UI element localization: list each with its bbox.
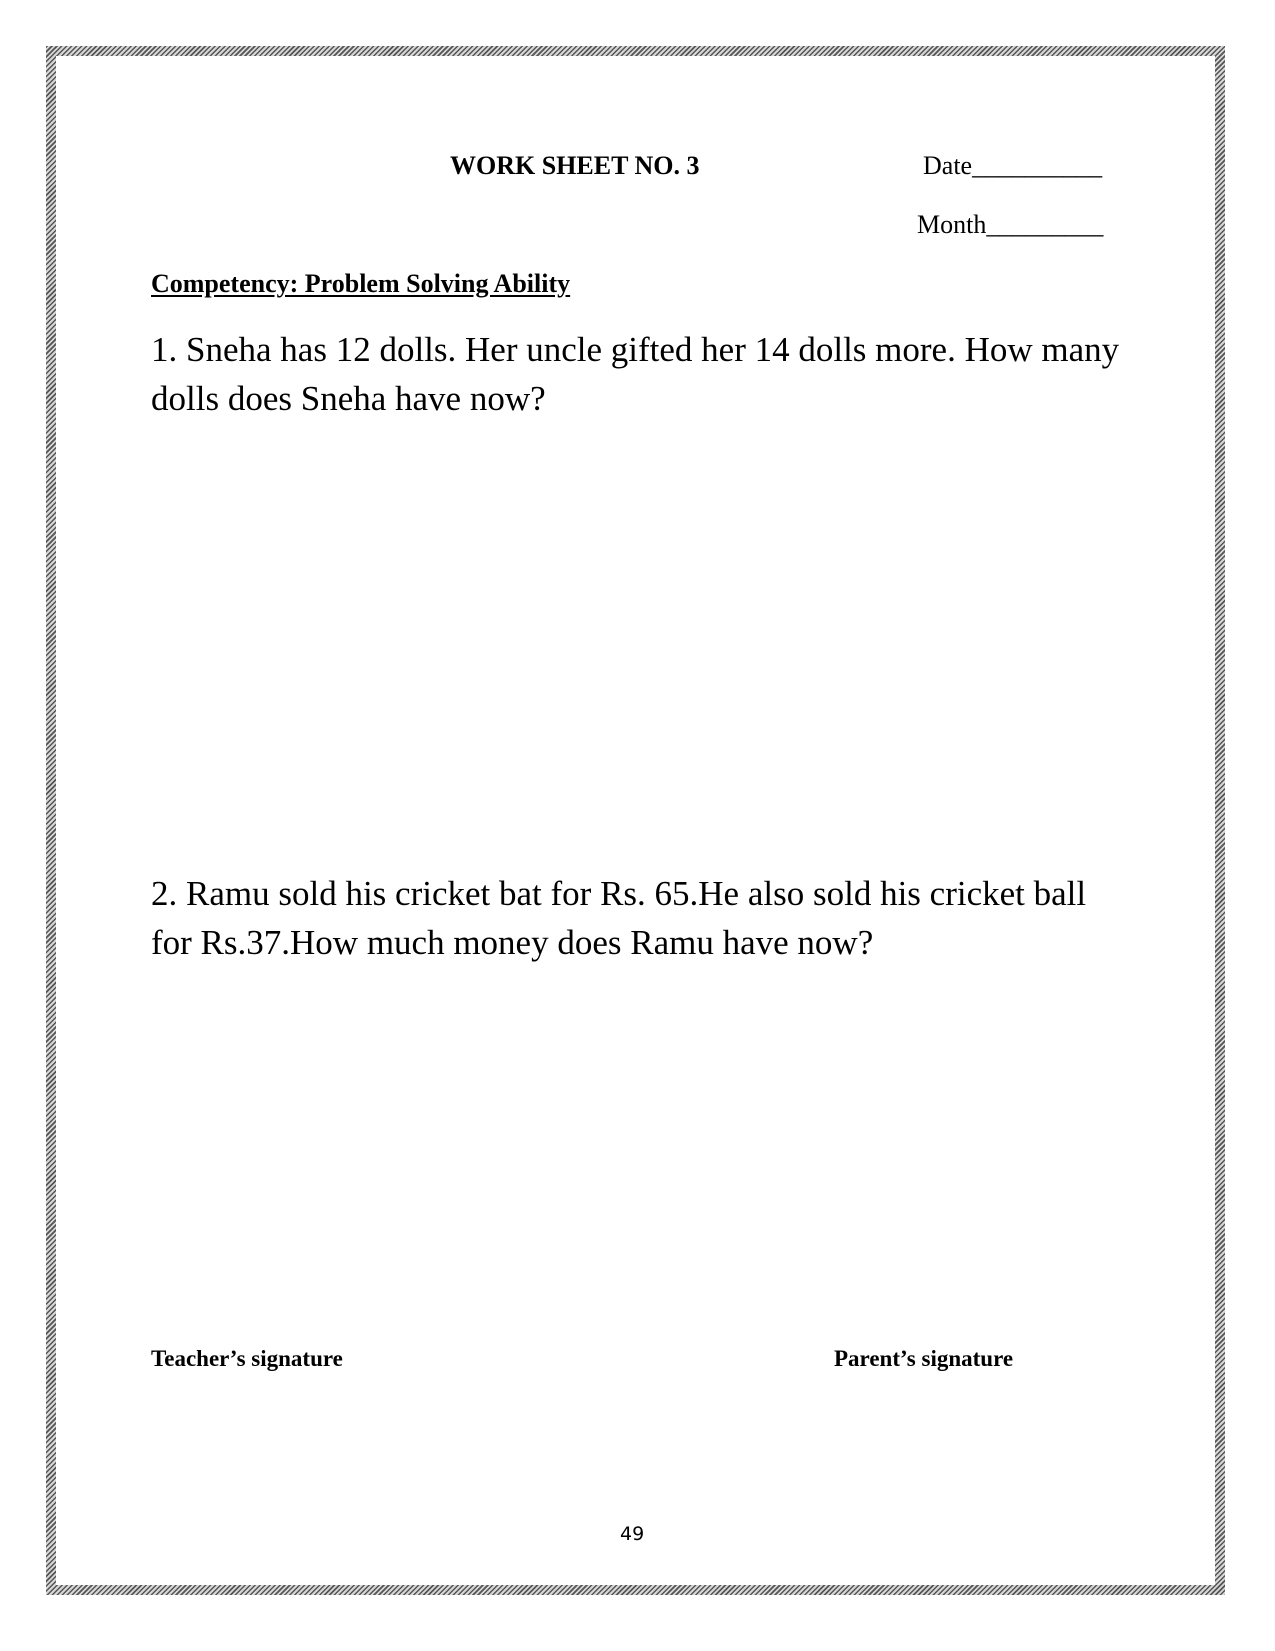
parent-signature-label: Parent’s signature xyxy=(834,1346,1014,1371)
worksheet-title: WORK SHEET NO. 3 xyxy=(450,151,700,180)
teacher-signature-label: Teacher’s signature xyxy=(151,1346,343,1371)
competency-heading: Competency: Problem Solving Ability xyxy=(151,269,571,298)
date-field: Date__________ xyxy=(923,151,1103,180)
month-field: Month_________ xyxy=(917,210,1104,239)
page-number: 49 xyxy=(620,1523,645,1545)
question-1: 1. Sneha has 12 dolls. Her uncle gifted her 14 dolls more. How many dolls does Sneha have now? xyxy=(151,330,1120,418)
question-2: 2. Ramu sold his cricket bat for Rs. 65.He also sold his cricket ball for Rs.37.How much money does Ramu have now? xyxy=(151,874,1087,962)
